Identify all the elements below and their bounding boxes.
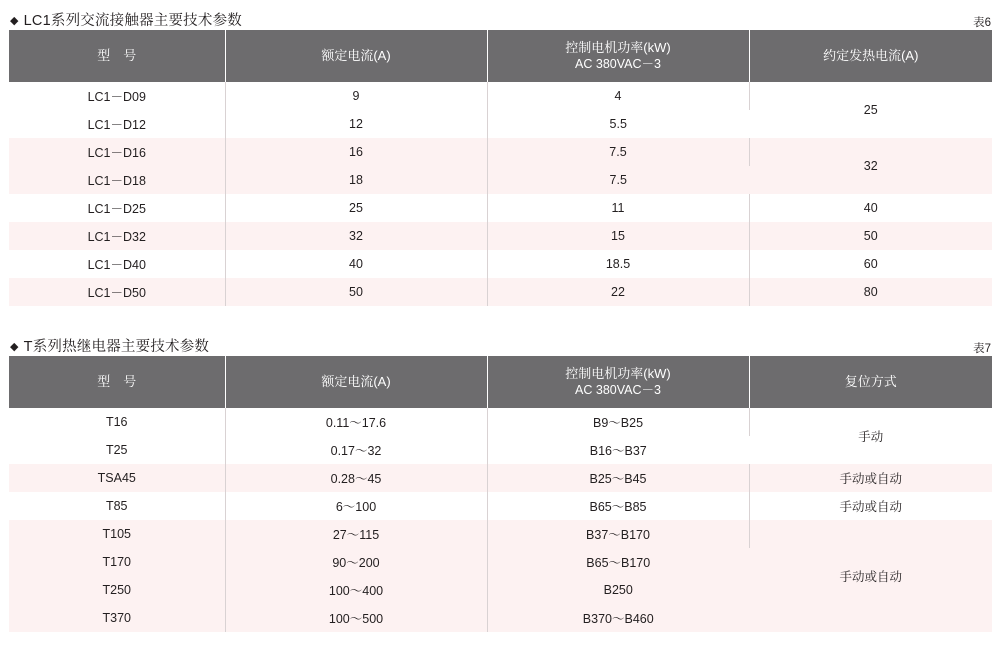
cell-thermal: 60 (749, 250, 992, 278)
table-number-label: 表6 (973, 17, 991, 29)
cell-power: B65～B85 (487, 492, 749, 520)
cell-power: B250 (487, 576, 749, 604)
cell-power: B37～B170 (487, 520, 749, 548)
cell-current: 6～100 (225, 492, 487, 520)
cell-power: B9～B25 (487, 408, 749, 436)
section-header (0, 326, 1001, 356)
cell-power: 4 (487, 82, 749, 110)
section-spacer (0, 306, 1001, 326)
column-header-motor-power (487, 30, 749, 82)
cell-current: 40 (225, 250, 487, 278)
column-header-thermal-current: 约定发热电流(A) (749, 30, 992, 82)
cell-current: 0.28～45 (225, 464, 487, 492)
cell-current: 90～200 (225, 548, 487, 576)
cell-current: 0.17～32 (225, 436, 487, 464)
cell-model: T105 (9, 520, 225, 548)
cell-power: B370～B460 (487, 604, 749, 632)
cell-power: B25～B45 (487, 464, 749, 492)
table-row (9, 278, 992, 306)
spec-table-lc1 (9, 30, 992, 306)
column-header-motor-power-line2: AC 380VAC－3 (575, 57, 661, 72)
cell-current: 32 (225, 222, 487, 250)
table-row (9, 194, 992, 222)
cell-current: 0.11～17.6 (225, 408, 487, 436)
table-row (9, 82, 992, 110)
column-header-motor-power-line1: 控制电机功率(kW) (565, 39, 671, 55)
cell-reset-mode: 手动或自动 (749, 520, 992, 632)
cell-model: T170 (9, 548, 225, 576)
cell-power: 5.5 (487, 110, 749, 138)
cell-current: 16 (225, 138, 487, 166)
cell-power: 18.5 (487, 250, 749, 278)
cell-power: 7.5 (487, 166, 749, 194)
cell-model: LC1－D50 (9, 278, 225, 306)
cell-power: 11 (487, 194, 749, 222)
cell-model: LC1－D25 (9, 194, 225, 222)
table-row (9, 520, 992, 548)
column-header-rated-current: 额定电流(A) (225, 30, 487, 82)
cell-model: LC1－D40 (9, 250, 225, 278)
cell-reset-mode: 手动或自动 (749, 464, 992, 492)
table-row (9, 250, 992, 278)
table-body (9, 408, 992, 632)
cell-model: LC1－D16 (9, 138, 225, 166)
cell-model: T250 (9, 576, 225, 604)
table-number-label: 表7 (973, 343, 991, 355)
cell-model: T85 (9, 492, 225, 520)
table-row (9, 408, 992, 436)
cell-power: 15 (487, 222, 749, 250)
table-body (9, 82, 992, 306)
cell-model: LC1－D18 (9, 166, 225, 194)
table-header-row (9, 356, 992, 408)
column-header-reset-mode: 复位方式 (749, 356, 992, 408)
section-lc1-contactor (0, 0, 1001, 306)
diamond-icon: ◆ (10, 341, 19, 353)
cell-power: B65～B170 (487, 548, 749, 576)
section-title (10, 335, 209, 356)
table-row (9, 138, 992, 166)
diamond-icon: ◆ (10, 15, 19, 27)
column-header-motor-power-line1: 控制电机功率(kW) (565, 365, 671, 381)
cell-current: 50 (225, 278, 487, 306)
cell-current: 12 (225, 110, 487, 138)
cell-thermal: 25 (749, 82, 992, 138)
cell-current: 100～400 (225, 576, 487, 604)
cell-power: B16～B37 (487, 436, 749, 464)
cell-current: 100～500 (225, 604, 487, 632)
section-header (0, 0, 1001, 30)
table-header-row (9, 30, 992, 82)
cell-thermal: 32 (749, 138, 992, 194)
cell-reset-mode: 手动或自动 (749, 492, 992, 520)
column-header-rated-current: 额定电流(A) (225, 356, 487, 408)
section-title-text: LC1系列交流接触器主要技术参数 (23, 13, 242, 29)
cell-current: 9 (225, 82, 487, 110)
cell-model: T16 (9, 408, 225, 436)
cell-model: LC1－D32 (9, 222, 225, 250)
cell-model: LC1－D12 (9, 110, 225, 138)
cell-model: TSA45 (9, 464, 225, 492)
cell-current: 25 (225, 194, 487, 222)
section-t-relay (0, 326, 1001, 632)
column-header-model: 型 号 (9, 30, 225, 82)
cell-power: 7.5 (487, 138, 749, 166)
table-row (9, 222, 992, 250)
section-title-text: T系列热继电器主要技术参数 (23, 339, 210, 355)
column-header-model: 型 号 (9, 356, 225, 408)
table-row (9, 464, 992, 492)
cell-model: LC1－D09 (9, 82, 225, 110)
cell-model: T370 (9, 604, 225, 632)
cell-reset-mode: 手动 (749, 408, 992, 464)
cell-power: 22 (487, 278, 749, 306)
column-header-motor-power-line2: AC 380VAC－3 (575, 383, 661, 398)
spec-table-t-relay (9, 356, 992, 632)
section-title (10, 9, 242, 30)
cell-current: 18 (225, 166, 487, 194)
column-header-motor-power (487, 356, 749, 408)
cell-thermal: 40 (749, 194, 992, 222)
cell-current: 27～115 (225, 520, 487, 548)
cell-thermal: 50 (749, 222, 992, 250)
cell-model: T25 (9, 436, 225, 464)
table-row (9, 492, 992, 520)
cell-thermal: 80 (749, 278, 992, 306)
